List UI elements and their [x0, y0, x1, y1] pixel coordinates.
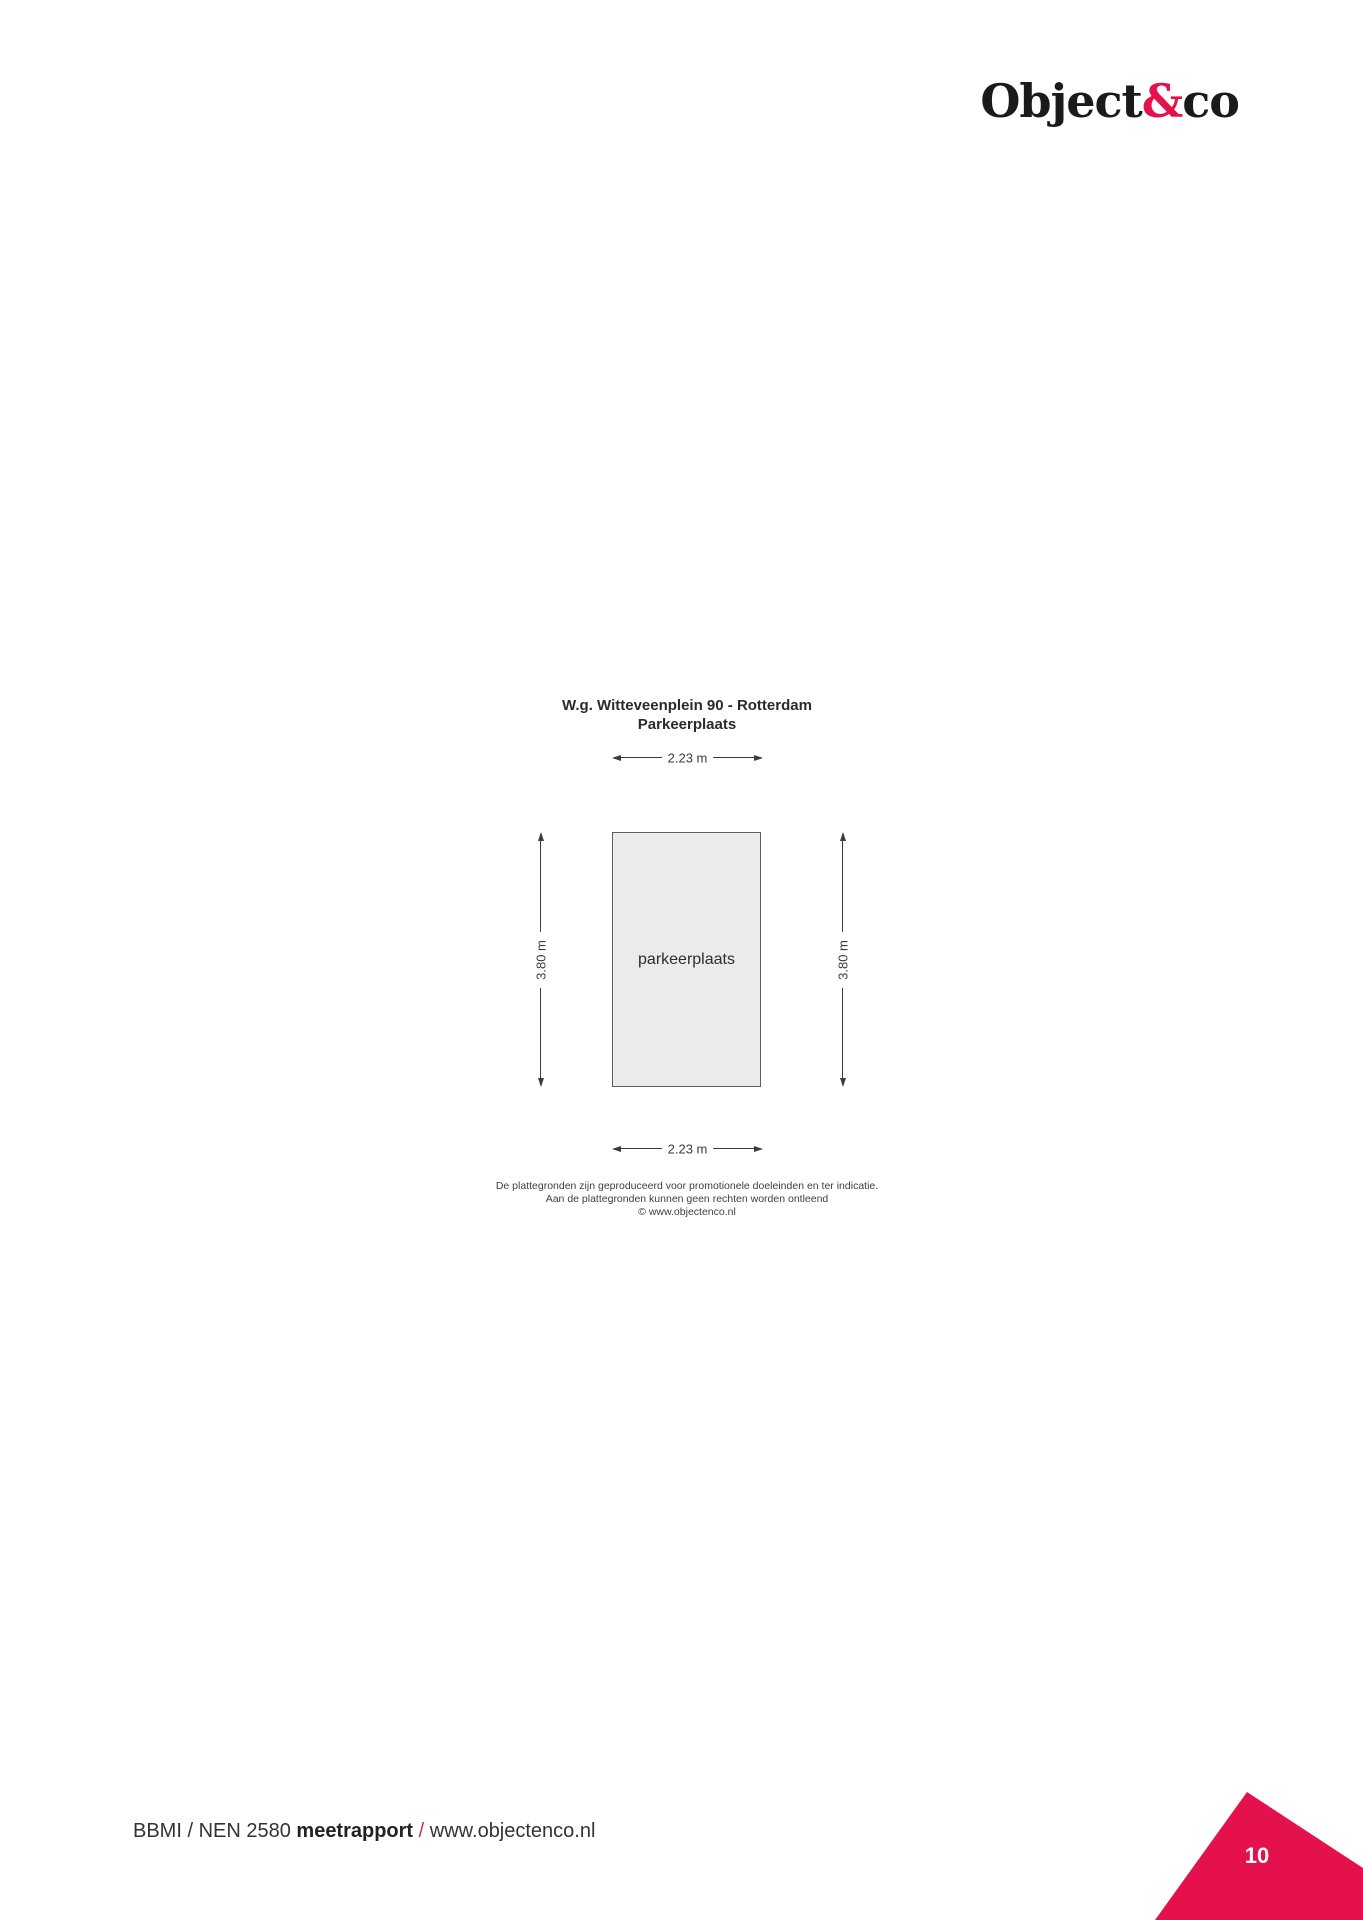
arrow-right-icon	[754, 1146, 763, 1152]
arrow-down-icon	[538, 1078, 544, 1087]
company-logo	[980, 76, 1239, 127]
dimension-bottom	[612, 1141, 763, 1157]
arrow-right-icon	[754, 755, 763, 761]
footer-website: www.objectenco.nl	[429, 1820, 596, 1842]
dimension-left	[533, 832, 549, 1087]
corner-ribbon	[1153, 1790, 1363, 1920]
disclaimer-line-2: Aan de plattegronden kunnen geen rechten worden ontleend	[545, 1193, 829, 1205]
disclaimer-line-3: © www.objectenco.nl	[638, 1206, 736, 1218]
footer-report-label: meetrapport	[296, 1820, 414, 1842]
arrow-left-icon	[612, 755, 621, 761]
logo-text-object: Object	[980, 74, 1142, 128]
dimension-top	[612, 750, 763, 766]
floorplan-title-type: Parkeerplaats	[637, 716, 737, 733]
arrow-left-icon	[612, 1146, 621, 1152]
footer-separator: /	[413, 1820, 430, 1842]
floorplan-diagram	[450, 696, 924, 1256]
dimension-right	[835, 832, 851, 1087]
room-label: parkeerplaats	[638, 950, 735, 968]
footer-standard-label: BBMI / NEN 2580	[133, 1820, 297, 1842]
page-number: 10	[1244, 1843, 1270, 1868]
parking-space-outline	[612, 832, 761, 1087]
floorplan-title-address: W.g. Witteveenplein 90 - Rotterdam	[562, 697, 812, 714]
floorplan-disclaimer	[450, 1180, 924, 1219]
dimension-bottom-label: 2.23 m	[662, 1142, 714, 1157]
disclaimer-line-1: De plattegronden zijn geproduceerd voor promotionele doeleinden en ter indicatie.	[495, 1180, 879, 1192]
arrow-up-icon	[840, 832, 846, 841]
dimension-left-label: 3.80 m	[534, 932, 549, 988]
arrow-down-icon	[840, 1078, 846, 1087]
logo-ampersand: &	[1141, 74, 1183, 128]
dimension-right-label: 3.80 m	[836, 932, 851, 988]
arrow-up-icon	[538, 832, 544, 841]
logo-text-co: co	[1182, 74, 1239, 128]
footer-report-line	[133, 1820, 595, 1843]
dimension-top-label: 2.23 m	[662, 751, 714, 766]
